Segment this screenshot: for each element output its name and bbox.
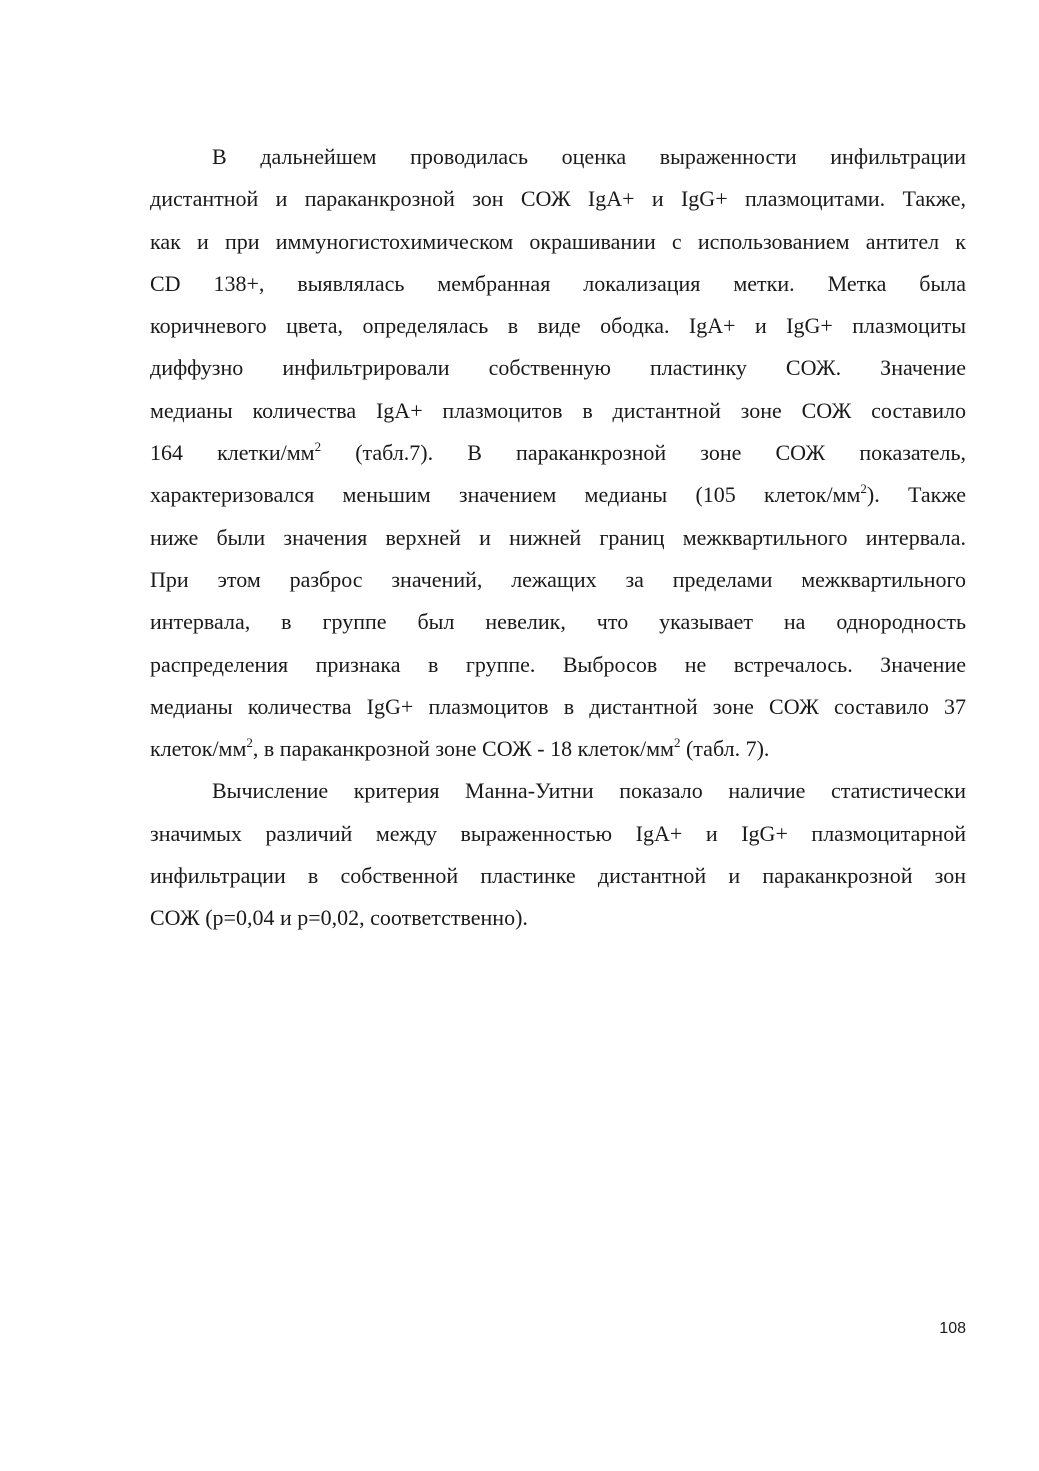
superscript: 2	[246, 735, 253, 751]
text-run: медианы количества IgA+ плазмоцитов в дистантной зоне СОЖ составило	[150, 397, 966, 423]
text-run: инфильтрации в собственной пластинке дистантной и параканкрозной зон	[150, 863, 966, 889]
text-run: (табл.7). В параканкрозной зоне СОЖ показатель,	[321, 440, 967, 466]
text-line	[150, 728, 966, 770]
page-number: 108	[939, 1320, 966, 1337]
text-run: ниже были значения верхней и нижней границ межквартильного интервала.	[150, 524, 966, 550]
text-line	[150, 559, 966, 601]
text-run: ). Также	[866, 482, 966, 508]
text-line	[150, 813, 966, 855]
text-run: коричневого цвета, определялась в виде ободка. IgA+ и IgG+ плазмоциты	[150, 313, 966, 339]
text-line	[150, 305, 966, 347]
text-run: клеток/мм	[150, 736, 247, 762]
text-line	[150, 178, 966, 220]
text-run: диффузно инфильтрировали собственную пластинку СОЖ. Значение	[150, 355, 966, 381]
superscript: 2	[860, 481, 867, 497]
text-line	[150, 686, 966, 728]
text-run: как и при иммуногистохимическом окрашивании с использованием антител к	[150, 228, 966, 254]
text-line	[150, 474, 966, 516]
text-line	[150, 770, 966, 812]
superscript: 2	[673, 735, 681, 751]
text-run: характеризовался меньшим значением медианы (105 клеток/мм	[150, 482, 861, 508]
text-run: (табл. 7).	[680, 736, 770, 762]
text-run: медианы количества IgG+ плазмоцитов в дистантной зоне СОЖ составило 37	[150, 693, 966, 719]
text-run: В дальнейшем проводилась оценка выраженности инфильтрации	[212, 144, 966, 169]
text-line	[150, 855, 966, 897]
text-line	[150, 601, 966, 643]
text-line	[150, 390, 966, 432]
text-run: Вычисление критерия Манна-Уитни показало наличие статистически	[212, 778, 966, 804]
text-run: СОЖ (р=0,04 и р=0,02, соответственно).	[150, 905, 528, 931]
text-run: CD 138+, выявлялась мембранная локализация метки. Метка была	[150, 270, 966, 296]
text-line	[150, 897, 966, 939]
text-run: При этом разброс значений, лежащих за пределами межквартильного	[150, 566, 966, 592]
text-line	[150, 263, 966, 305]
text-line	[150, 517, 966, 559]
text-line	[150, 221, 966, 263]
text-run: значимых различий между выраженностью IgA+ и IgG+ плазмоцитарной	[150, 820, 966, 846]
superscript: 2	[314, 439, 322, 455]
text-line	[150, 644, 966, 686]
text-run: дистантной и параканкрозной зон СОЖ IgA+ и IgG+ плазмоцитами. Также,	[150, 186, 966, 212]
body-text	[150, 136, 966, 940]
text-run: интервала, в группе был невелик, что указывает на однородность	[150, 609, 966, 635]
text-line	[150, 432, 966, 474]
text-line	[150, 347, 966, 389]
text-run: распределения признака в группе. Выбросов не встречалось. Значение	[150, 651, 966, 677]
text-run: 164 клетки/мм	[150, 440, 315, 466]
text-run: , в параканкрозной зоне СОЖ - 18 клеток/мм	[252, 736, 674, 762]
text-line	[150, 136, 966, 178]
